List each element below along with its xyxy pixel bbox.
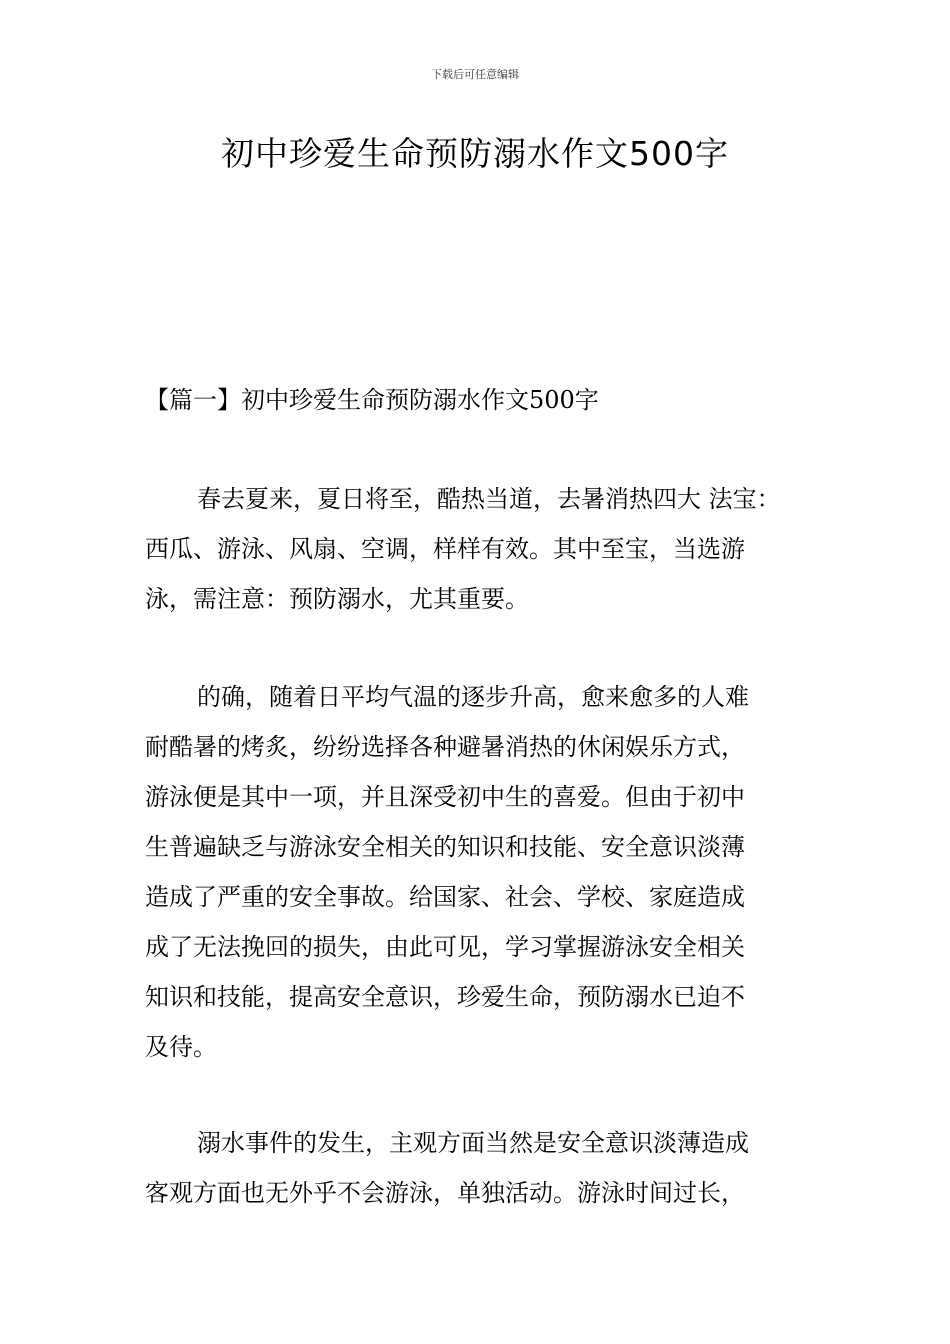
paragraph-line: 成了无法挽回的损失，由此可见，学习掌握游泳安全相关 bbox=[145, 933, 745, 961]
page-title: 初中珍爱生命预防溺水作文500字 bbox=[221, 134, 729, 173]
paragraph-line: 生普遍缺乏与游泳安全相关的知识和技能、安全意识淡薄 bbox=[145, 833, 745, 861]
paragraph-line: 客观方面也无外乎不会游泳，单独活动。游泳时间过长， bbox=[145, 1179, 745, 1207]
header-note: 下载后可任意编辑 bbox=[431, 68, 519, 81]
paragraph-line: 泳，需注意：预防溺水，尤其重要。 bbox=[145, 585, 529, 613]
paragraph-line: 造成了严重的安全事故。给国家、社会、学校、家庭造成 bbox=[145, 883, 745, 911]
paragraph-line: 知识和技能，提高安全意识，珍爱生命，预防溺水已迫不 bbox=[145, 983, 745, 1011]
paragraph-line: 耐酷暑的烤炙，纷纷选择各种避暑消热的休闲娱乐方式， bbox=[145, 733, 745, 761]
paragraph-line: 春去夏来，夏日将至，酷热当道，去暑消热四大 法宝： bbox=[197, 485, 781, 513]
paragraph-3 bbox=[145, 1118, 825, 1218]
paragraph-line: 西瓜、游泳、风扇、空调，样样有效。其中至宝，当选游 bbox=[145, 535, 745, 563]
paragraph-1 bbox=[145, 474, 825, 624]
paragraph-line: 游泳便是其中一项，并且深受初中生的喜爱。但由于初中 bbox=[145, 783, 745, 811]
paragraph-2 bbox=[145, 672, 825, 1072]
paragraph-line: 及待。 bbox=[145, 1033, 217, 1061]
paragraph-line: 的确，随着日平均气温的逐步升高，愈来愈多的人难 bbox=[197, 683, 749, 711]
section-heading: 【篇一】初中珍爱生命预防溺水作文500字 bbox=[145, 386, 599, 414]
paragraph-line: 溺水事件的发生，主观方面当然是安全意识淡薄造成 bbox=[197, 1129, 749, 1157]
